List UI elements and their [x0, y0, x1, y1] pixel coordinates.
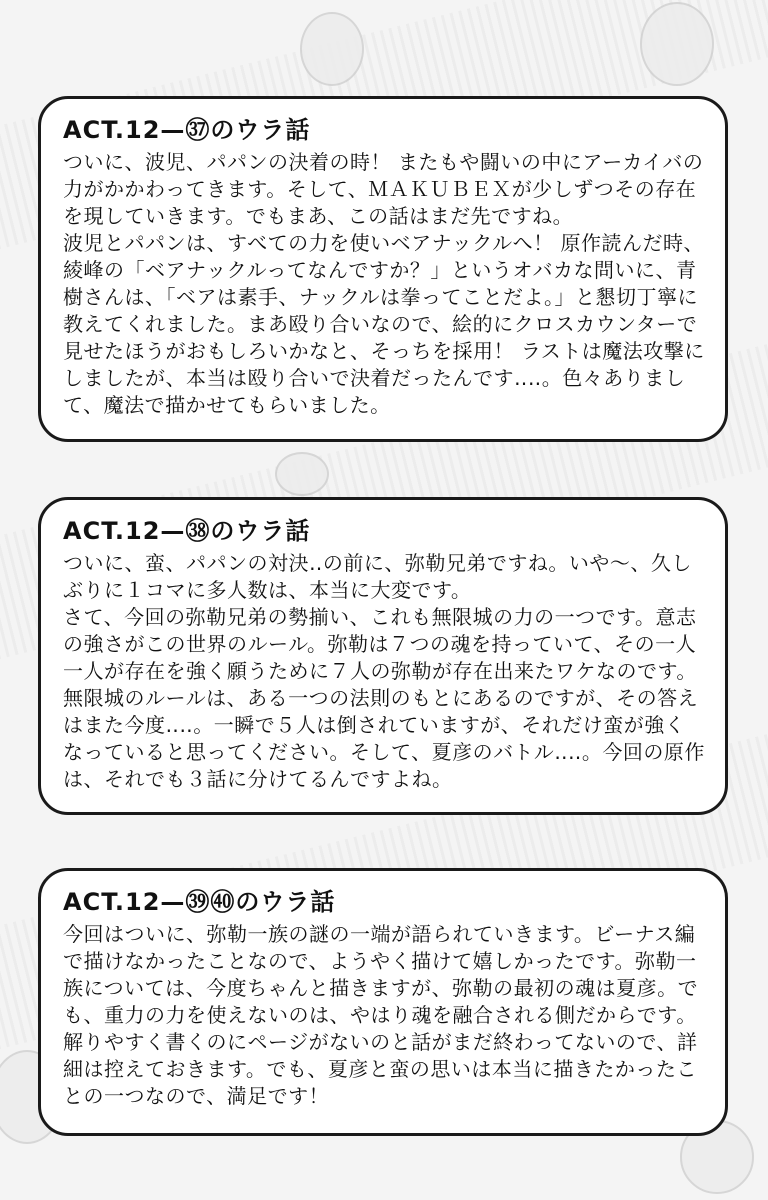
note-box-act39-40 [38, 868, 728, 1136]
note-title: ACT.12—㊴㊵のウラ話 [63, 888, 336, 916]
background-character-doodle [640, 2, 714, 86]
note-paragraph: 波児とパパンは、すべての力を使いベアナックルへ！ 原作読んだ時、綾峰の「ベアナックルってなんですか？」というオバカな問いに、青樹さんは、「ベアは素手、ナックルは拳ってことだよ。」と懇切丁寧に教えてくれました。まあ殴り合いなので、絵的にクロスカウンターで見せたほうがおもしろいかなと、そっちを採用！ ラストは魔法攻撃にしましたが、本当は殴り合いで決着だったんです‥‥。色々ありまして、魔法で描かせてもらいました。 [63, 231, 705, 417]
note-body [63, 149, 705, 419]
note-paragraph: さて、今回の弥勒兄弟の勢揃い、これも無限城の力の一つです。意志の強さがこの世界のルール。弥勒は７つの魂を持っていて、その一人一人が存在を強く願うために７人の弥勒が存在出来たワケなのです。無限城のルールは、ある一つの法則のもとにあるのですが、その答えはまた今度‥‥。一瞬で５人は倒されていますが、それだけ蛮が強くなっていると思ってください。そして、夏彦のバトル‥‥。今回の原作は、それでも３話に分けてるんですよね。 [63, 605, 705, 791]
background-character-doodle [275, 452, 329, 496]
note-box-act37 [38, 96, 728, 442]
background-character-doodle [300, 12, 364, 86]
note-paragraph: ついに、波児、パパンの決着の時！ またもや闘いの中にアーカイバの力がかかわってきます。そして、ＭＡＫＵＢＥＸが少しずつその存在を現していきます。でもまあ、この話はまだ先ですね。 [63, 150, 704, 228]
note-box-act38 [38, 497, 728, 815]
note-body [63, 921, 705, 1110]
note-title: ACT.12—㊲のウラ話 [63, 116, 311, 144]
note-body [63, 550, 705, 793]
note-paragraph: ついに、蛮、パパンの対決‥の前に、弥勒兄弟ですね。いや〜、久しぶりに１コマに多人数は、本当に大変です。 [63, 551, 692, 602]
note-paragraph: 今回はついに、弥勒一族の謎の一端が語られていきます。ビーナス編で描けなかったことなので、ようやく描けて嬉しかったです。弥勒一族については、今度ちゃんと描きますが、弥勒の最初の魂は夏彦。でも、重力の力を使えないのは、やはり魂を融合される側だからです。解りやすく書くのにページがないのと話がまだ終わってないので、詳細は控えておきます。でも、夏彦と蛮の思いは本当に描きたかったことの一つなので、満足です！ [63, 922, 699, 1108]
note-title: ACT.12—㊳のウラ話 [63, 517, 311, 545]
